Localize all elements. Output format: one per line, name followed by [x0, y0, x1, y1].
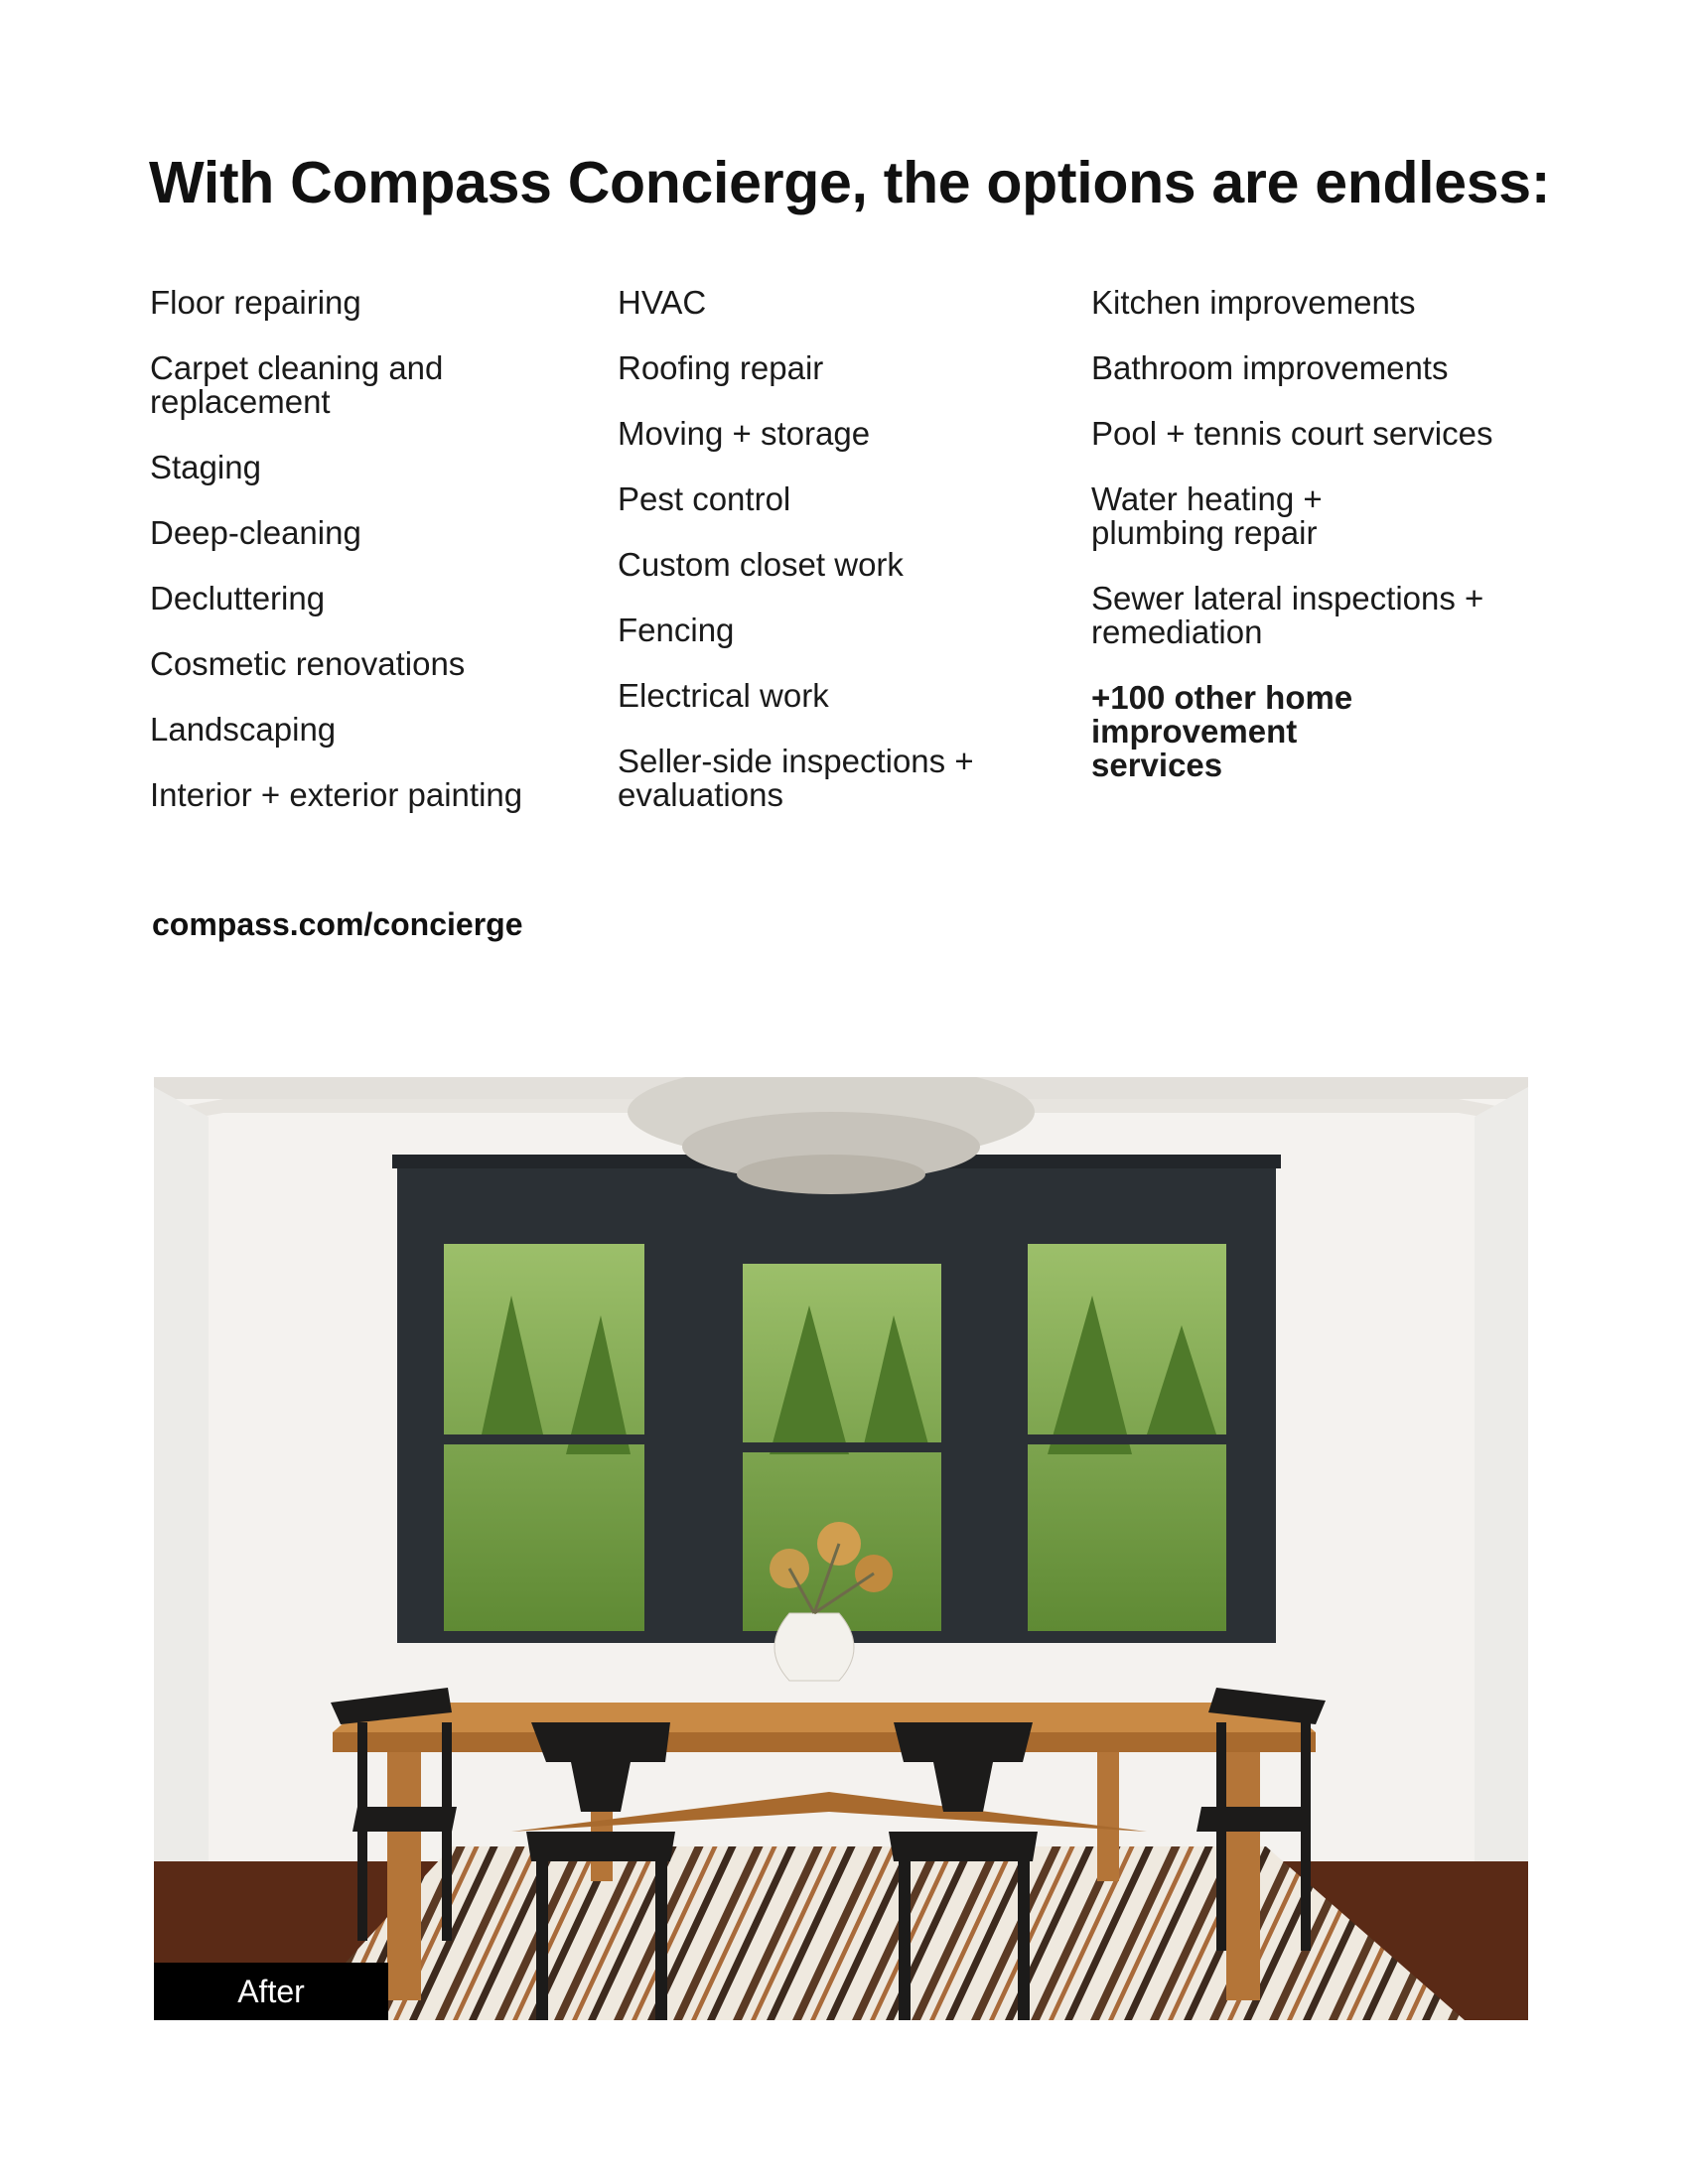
dining-room-photo: [154, 1077, 1528, 2020]
service-item-highlight: +100 other home improvement services: [1091, 679, 1353, 783]
service-item: Deep-cleaning: [150, 514, 361, 551]
service-item: Seller-side inspections + evaluations: [618, 743, 974, 813]
service-item: Pest control: [618, 480, 791, 517]
service-item: Sewer lateral inspections + remediation: [1091, 580, 1484, 650]
service-item: Custom closet work: [618, 546, 904, 583]
service-item: Kitchen improvements: [1091, 284, 1416, 321]
after-label: After: [154, 1963, 388, 2020]
concierge-link[interactable]: compass.com/concierge: [152, 906, 523, 942]
service-item: Floor repairing: [150, 284, 361, 321]
service-item: Carpet cleaning and replacement: [150, 349, 444, 420]
right-wall: [1475, 1087, 1528, 1891]
service-item: Landscaping: [150, 711, 337, 748]
service-item: Electrical work: [618, 677, 829, 714]
service-item: Decluttering: [150, 580, 326, 616]
services-column-2: [618, 286, 1055, 844]
page-heading: With Compass Concierge, the options are endless:: [149, 150, 1551, 215]
service-item: Staging: [150, 449, 261, 485]
service-item: Cosmetic renovations: [150, 645, 466, 682]
service-item: Interior + exterior painting: [150, 776, 523, 813]
service-item: Pool + tennis court services: [1091, 415, 1493, 452]
service-item: Fencing: [618, 612, 735, 648]
left-wall: [154, 1087, 209, 1891]
service-item: Moving + storage: [618, 415, 871, 452]
service-item: Water heating + plumbing repair: [1091, 480, 1323, 551]
service-item: Bathroom improvements: [1091, 349, 1449, 386]
services-column-3: [1091, 286, 1548, 814]
striped-rug: [293, 1846, 1465, 2020]
service-item: Roofing repair: [618, 349, 824, 386]
dining-room-illustration: [154, 1077, 1528, 2020]
services-column-1: [150, 286, 587, 844]
service-item: HVAC: [618, 284, 707, 321]
